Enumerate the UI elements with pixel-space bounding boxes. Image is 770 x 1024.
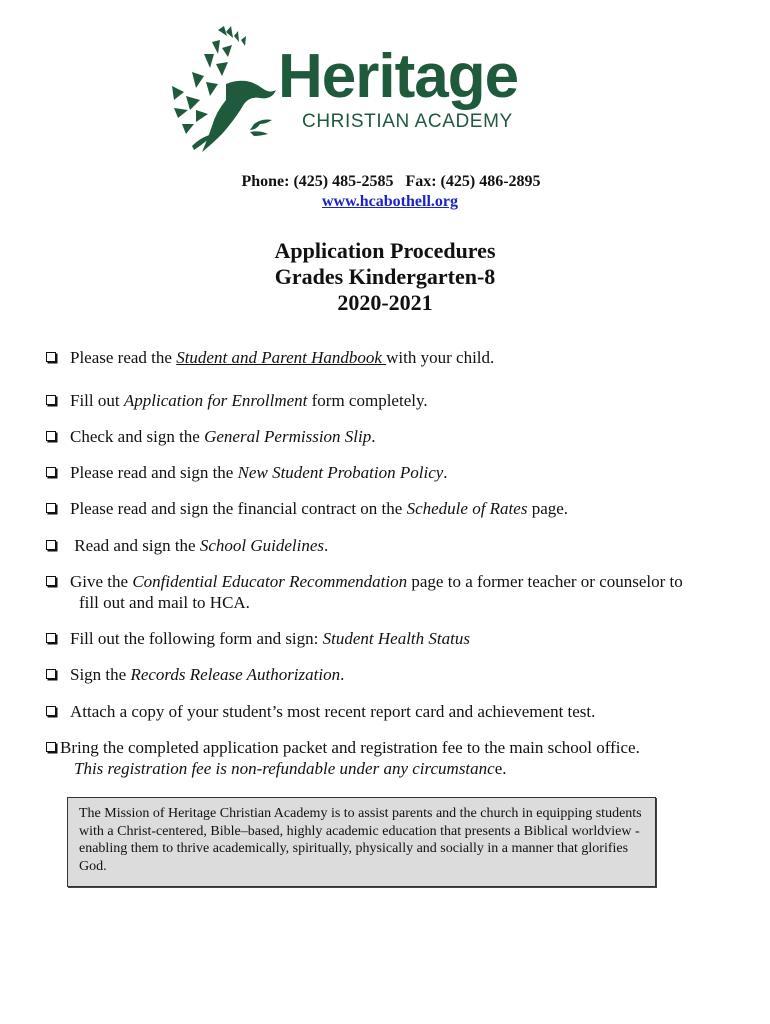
- checkbox[interactable]: [46, 467, 56, 477]
- checkbox[interactable]: [46, 633, 56, 643]
- checkbox[interactable]: [46, 503, 56, 513]
- fax-number: Fax: (425) 486-2895: [405, 173, 541, 190]
- contact-block: [0, 172, 770, 212]
- checklist-item: Read and sign the School Guidelines.: [46, 535, 736, 556]
- checklist-item: Please read and sign the financial contract on the Schedule of Rates page.: [46, 498, 736, 519]
- checklist-item: Fill out Application for Enrollment form completely.: [46, 390, 736, 411]
- checkbox[interactable]: [46, 352, 56, 362]
- checklist-item: Check and sign the General Permission Slip.: [46, 426, 736, 447]
- checklist-item: Attach a copy of your student’s most recent report card and achievement test.: [46, 701, 736, 722]
- handbook-title: Student and Parent Handbook: [176, 348, 387, 367]
- checklist-item: Please read the Student and Parent Handbook with your child.: [46, 347, 736, 368]
- mission-statement: The Mission of Heritage Christian Academy is to assist parents and the church in equipping students with a Christ-centered, Bible–based, highly academic education that presents a Biblical worldview - enabling them to thrive academically, spiritually, physically and socially in a manner that glorifies God.: [67, 797, 656, 887]
- school-logo: [166, 24, 576, 156]
- logo-name: Heritage: [278, 42, 519, 111]
- fee-note: This registration fee is non-refundable under any circumstanc: [74, 759, 495, 778]
- checklist-item: Give the Confidential Educator Recommendation page to a former teacher or counselor to fill out and mail to HCA.: [46, 571, 736, 613]
- checkbox[interactable]: [46, 669, 56, 679]
- logo-subtitle: CHRISTIAN ACADEMY: [302, 111, 513, 132]
- website-link[interactable]: www.hcabothell.org: [322, 193, 458, 210]
- page-title: [0, 238, 770, 316]
- checklist-item: Bring the completed application packet and registration fee to the main school office. This registration fee is non-refundable under any circumstance.: [46, 737, 736, 779]
- checkbox[interactable]: [46, 742, 56, 752]
- checklist-item: Fill out the following form and sign: Student Health Status: [46, 628, 736, 649]
- checklist-item: Please read and sign the New Student Probation Policy.: [46, 462, 736, 483]
- checklist-item: Sign the Records Release Authorization.: [46, 664, 736, 685]
- checkbox[interactable]: [46, 706, 56, 716]
- title-line-2: Grades Kindergarten-8: [274, 264, 496, 289]
- checkbox[interactable]: [46, 576, 56, 586]
- title-line-3: 2020-2021: [337, 290, 433, 315]
- checkbox[interactable]: [46, 395, 56, 405]
- checkbox[interactable]: [46, 540, 56, 550]
- title-line-1: Application Procedures: [274, 238, 496, 263]
- eagle-icon: [166, 24, 276, 156]
- phone-number: Phone: (425) 485-2585: [241, 173, 394, 190]
- checkbox[interactable]: [46, 431, 56, 441]
